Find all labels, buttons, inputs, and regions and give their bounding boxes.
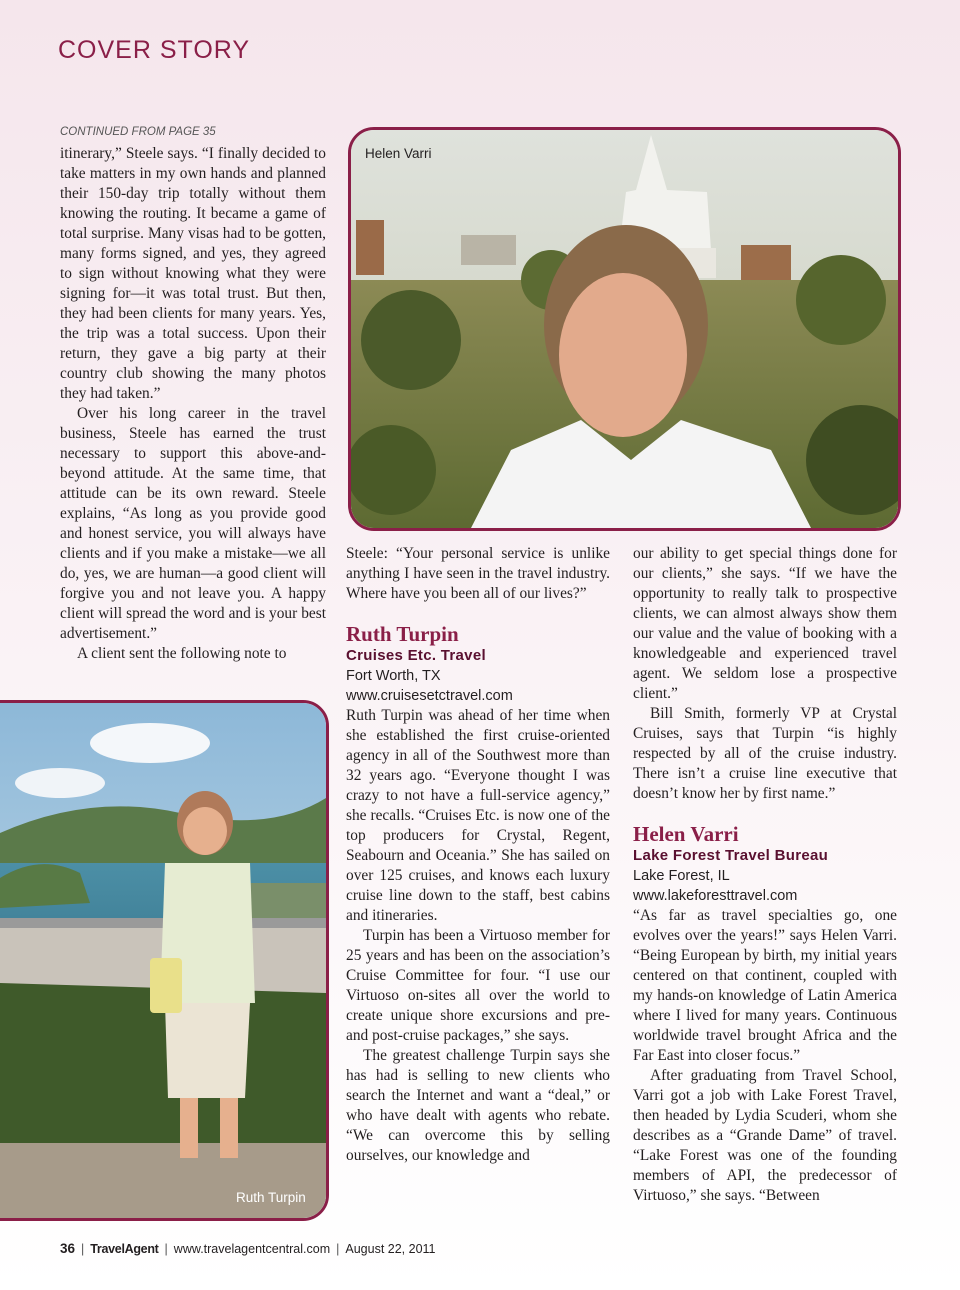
photo-helen-varri bbox=[348, 127, 901, 531]
page-number: 36 bbox=[60, 1241, 76, 1256]
photo-ruth-turpin bbox=[0, 700, 329, 1221]
profile-name-varri: Helen Varri bbox=[633, 822, 739, 846]
magazine-brand: TravelAgent bbox=[90, 1242, 159, 1256]
continued-note: CONTINUED FROM PAGE 35 bbox=[60, 126, 216, 138]
column-1 bbox=[60, 144, 326, 664]
body-paragraph: A client sent the following note to bbox=[77, 645, 287, 662]
column-2 bbox=[346, 544, 610, 1166]
issue-date: August 22, 2011 bbox=[345, 1242, 436, 1256]
body-paragraph: Ruth Turpin was ahead of her time when she established the first cruise-oriented agency in all of the Southwest more than 32 years ago. “Everyone thought I was crazy to not have a full-service agency,” she recalls. “Cruises Etc. is now one of the top producers for Crystal, Regent, Seabourn and Oceania.” She has sailed on over 125 cruises, and knows each luxury cruise line down to the staff, best cabins and itineraries. bbox=[346, 707, 610, 924]
photo-caption-turpin: Ruth Turpin bbox=[236, 1190, 306, 1205]
profile-location-turpin: Fort Worth, TX bbox=[346, 668, 441, 684]
profile-name-turpin: Ruth Turpin bbox=[346, 622, 459, 646]
profile-url-varri[interactable]: www.lakeforesttravel.com bbox=[633, 888, 798, 904]
body-paragraph: “As far as travel specialties go, one evolves over the years!” says Helen Varri. “Being European by birth, my initial years centered on that continent, coupled with my hands-on knowledge of Latin America where I lived for many years. Continuous worldwide travel brought Africa and the Far East into closer focus.” bbox=[633, 907, 897, 1064]
body-paragraph: The greatest challenge Turpin says she has had is selling to new clients who search the Internet and want a “deal,” or who have dealt with agents who rebate. “We can overcome this by selling ourselves, our knowledge and bbox=[346, 1047, 610, 1164]
body-paragraph: Bill Smith, formerly VP at Crystal Cruises, says that Turpin “is highly respected by all of the cruise industry. There isn’t a cruise line executive that doesn’t know her by first name.” bbox=[633, 705, 897, 802]
column-3 bbox=[633, 544, 897, 1206]
profile-agency-turpin: Cruises Etc. Travel bbox=[346, 647, 486, 664]
profile-location-varri: Lake Forest, IL bbox=[633, 868, 730, 884]
body-paragraph: itinerary,” Steele says. “I finally decided to take matters in my own hands and planned their 150-day trip totally without them knowing the routing. It became a game of total surprise. Many visas had to be gotten, many forms signed, and yes, they agreed to sign without knowing what they were signing for—it was total trust. But then, they had been clients for many years. Yes, the trip was a total success. Upon their return, they gave a big party at their country club showing the many photos they had taken.” bbox=[60, 145, 326, 402]
body-paragraph: our ability to get special things done for our clients,” she says. “If we have the opportunity to really talk to prospective clients, we can almost always show them our value and the value of booking with a knowledgeable and experienced travel agent. We seldom lose a prospective client.” bbox=[633, 545, 897, 702]
profile-url-turpin[interactable]: www.cruisesetctravel.com bbox=[346, 688, 513, 704]
body-paragraph: Over his long career in the travel business, Steele has earned the trust necessary to support this above-and-beyond attitude. At the same time, that attitude can be its own reward. Steele explains, “As long as you provide good and honest service, you will always have clients and if you make a mistake—we all do, yes, we are human—a good client will forgive you and not leave you. A happy client will spread the word and is your best advertisement.” bbox=[60, 405, 326, 642]
footer-url[interactable]: www.travelagentcentral.com bbox=[173, 1242, 331, 1256]
photo-caption-varri: Helen Varri bbox=[365, 146, 432, 161]
body-paragraph: After graduating from Travel School, Varri got a job with Lake Forest Travel, then headed by Lydia Scuderi, whom she describes as a “Grande Dame” of travel. “Lake Forest was one of the founding members of API, the predecessor of Virtuoso,” she says. “Between bbox=[633, 1067, 897, 1204]
section-label: COVER STORY bbox=[58, 36, 251, 64]
body-paragraph: Steele: “Your personal service is unlike anything I have seen in the travel industry. Where have you been all of our lives?” bbox=[346, 545, 610, 602]
profile-agency-varri: Lake Forest Travel Bureau bbox=[633, 847, 829, 864]
body-paragraph: Turpin has been a Virtuoso member for 25 years and has been on the association’s Cruise Committee for four. “I use our Virtuoso on-sites all over the world to create unique shore excursions and pre- and post-cruise packages,” she says. bbox=[346, 927, 610, 1044]
page-footer: 36 | TravelAgent | www.travelagentcentral.com | August 22, 2011 bbox=[60, 1241, 436, 1256]
